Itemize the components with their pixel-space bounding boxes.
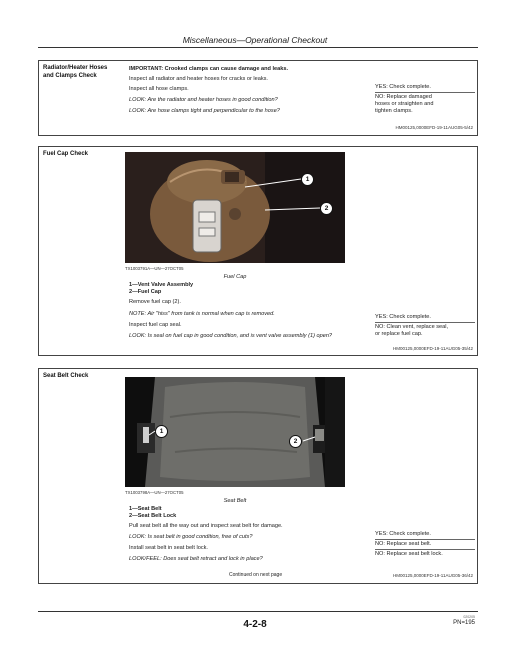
result-no [375,322,475,339]
legend-item: 1—Seat Belt [129,506,162,512]
reference-code: HM00125,0000EFD-19-11AUG05-35/42 [393,346,473,351]
continued-note: Continued on next page [229,572,283,578]
note-text: NOTE: Air "hiss" from tank is normal when cap is removed. [129,311,275,317]
step-text: Inspect fuel cap seal. [129,322,182,328]
step-text: Inspect all hose clamps. [129,86,189,92]
result-column [375,530,475,559]
step-text: Remove fuel cap (2). [129,299,181,305]
look-question: LOOK: Are the radiator and heater hoses in good condition? [129,97,278,103]
footer-rule [38,611,478,612]
legend-item: 2—Seat Belt Lock [129,513,177,519]
footer-tiny-code: 020205 [463,615,475,619]
section-title-line: Radiator/Heater Hoses [43,65,108,71]
figure-caption: Seat Belt [223,498,247,504]
step-text: Pull seat belt all the way out and inspect seat belt for damage. [129,523,283,529]
look-question: LOOK: Is seal on fuel cap in good condition, and is vent valve assembly (1) open? [129,333,333,339]
header-rule [38,47,478,48]
callout-1: 1 [301,173,314,186]
result-yes: YES: Check complete. [375,314,431,320]
fuel-cap-photo [125,152,345,263]
result-no: NO: Replace seat belt. [375,539,475,549]
section-title: Fuel Cap Check [43,151,89,157]
result-line: hoses or straighten and [375,101,434,107]
section-title [43,64,107,80]
figure-id: TX1003791A—UN—27OCT05 [125,266,184,271]
result-yes: YES: Check complete. [375,531,431,537]
callout-1: 1 [155,425,168,438]
step-text: Inspect all radiator and heater hoses for cracks or leaks. [129,76,268,82]
section-fuel-cap [38,146,478,356]
figure-id: TX1003798A—UN—27OCT05 [125,490,184,495]
section-seat-belt [38,368,478,584]
step-text: Install seat belt in seat belt lock. [129,545,208,551]
figure-caption: Fuel Cap [223,274,247,280]
result-no: NO: Replace seat belt lock. [375,549,475,559]
page-number: 4-2-8 [243,619,267,630]
seat-belt-photo [125,377,345,487]
page-code: PN=195 [453,620,475,626]
look-question: LOOK: Are hose clamps tight and perpendicular to the hose? [129,108,280,114]
reference-code: HM00125,0000EFD-19-11AUG05-36/42 [393,573,473,578]
legend-item: 1—Vent Valve Assembly [129,282,194,288]
result-no [375,92,475,116]
result-yes: YES: Check complete. [375,84,431,90]
callout-leaders [125,377,345,487]
look-question: LOOK/FEEL: Does seat belt retract and lock in place? [129,556,263,562]
result-line: NO: Replace damaged [375,94,432,100]
result-line: or replace fuel cap. [375,331,423,337]
section-radiator-hoses [38,60,478,136]
page-header-title: Miscellaneous—Operational Checkout [182,35,328,45]
look-question: LOOK: Is seat belt in good condition, free of cuts? [129,534,253,540]
result-line: NO: Clean vent, replace seal, [375,324,449,330]
callout-2: 2 [320,202,333,215]
section-title: Seat Belt Check [43,373,89,379]
result-column [375,313,475,339]
reference-code: HM00125,0000EFD-19-11AUG05-5/42 [395,125,473,130]
callout-leaders [125,152,345,263]
important-note: IMPORTANT: Crooked clamps can cause damage and leaks. [129,66,289,72]
result-column [375,83,475,116]
result-line: tighten clamps. [375,108,413,114]
callout-2: 2 [289,435,302,448]
legend-item: 2—Fuel Cap [129,289,162,295]
section-title-line: and Clamps Check [43,73,97,79]
